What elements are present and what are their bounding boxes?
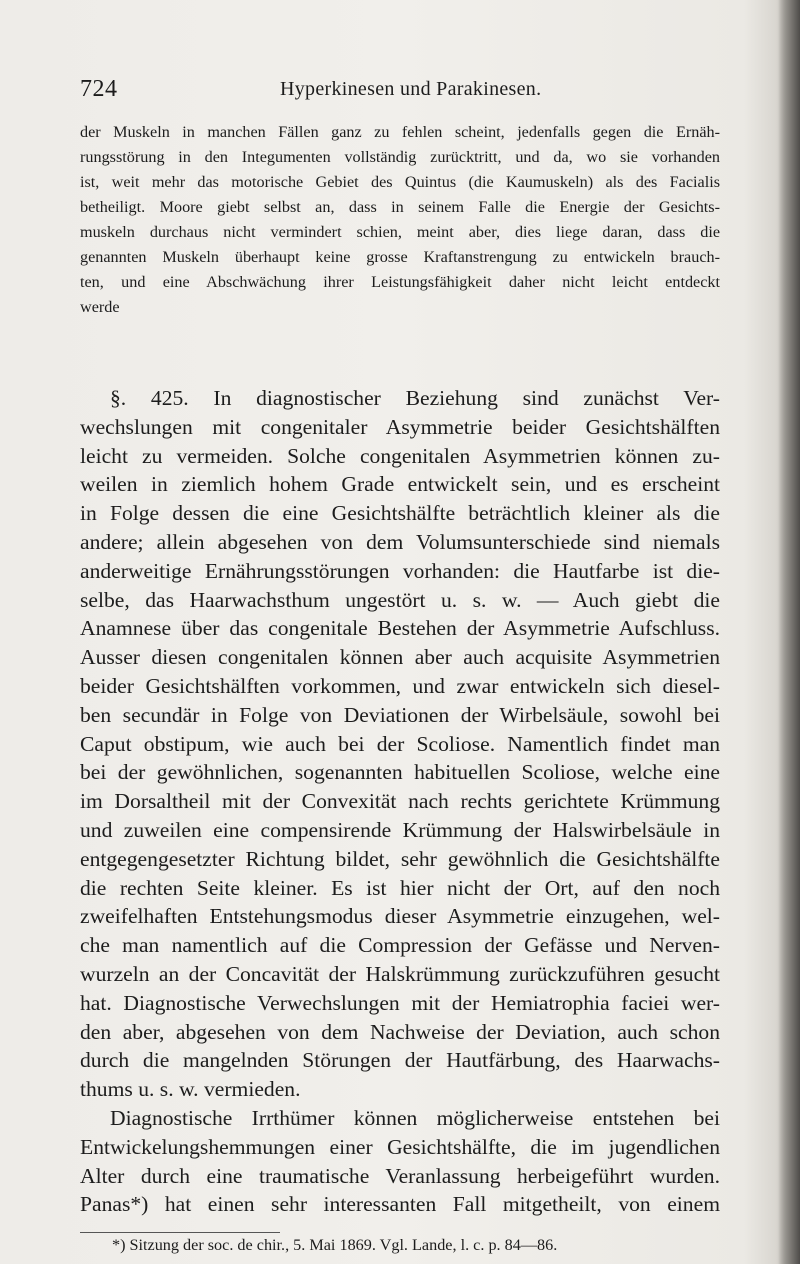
text-line: thums u. s. w. vermieden. xyxy=(80,1077,301,1102)
footnote-rule xyxy=(80,1232,280,1233)
text-line: selbe, das Haarwachsthum ungestört u. s. w. — Auch giebt die xyxy=(80,587,720,612)
page-number: 724 xyxy=(80,76,118,102)
page-edge-shadow xyxy=(778,0,800,1264)
text-line: genannten Muskeln überhaupt keine grosse Kraftanstrengung zu entwickeln brauch- xyxy=(80,248,720,266)
text-line: leicht zu vermeiden. Solche congenitalen Asymmetrien können zu- xyxy=(80,443,720,468)
text-line: entgegengesetzter Richtung bildet, sehr gewöhnlich die Gesichtshälfte xyxy=(80,846,720,871)
text-line: der Muskeln in manchen Fällen ganz zu fehlen scheint, jedenfalls gegen die Ernäh- xyxy=(80,123,720,141)
section-heading-line: §. 425. In diagnostischer Beziehung sind zunächst Ver- xyxy=(110,386,720,410)
footnote: *) Sitzung der soc. de chir., 5. Mai 1869. Vgl. Lande, l. c. p. 84—86. xyxy=(112,1236,558,1254)
text-line: Alter durch eine traumatische Veranlassung herbeigeführt wurden. xyxy=(80,1163,720,1188)
text-line: bei der gewöhnlichen, sogenannten habituellen Scoliose, welche eine xyxy=(80,760,720,785)
text-line: Panas*) hat einen sehr interessanten Fall mitgetheilt, von einem xyxy=(80,1192,720,1217)
text-line: durch die mangelnden Störungen der Hautfärbung, des Haarwachs- xyxy=(80,1048,720,1073)
small-print-paragraph xyxy=(80,120,720,320)
main-text xyxy=(80,384,720,1219)
text-line: anderweitige Ernährungsstörungen vorhanden: die Hautfarbe ist die- xyxy=(80,558,720,583)
text-line: beider Gesichtshälften vorkommen, und zwar entwickeln sich diesel- xyxy=(80,673,720,698)
text-line: hat. Diagnostische Verwechslungen mit der Hemiatrophia faciei wer- xyxy=(80,990,720,1015)
text-line: rungsstörung in den Integumenten vollständig zurücktritt, und da, wo sie vorhanden xyxy=(80,148,720,166)
text-line: Diagnostische Irrthümer können möglicherweise entstehen bei xyxy=(110,1105,720,1130)
text-line: Entwickelungshemmungen einer Gesichtshälfte, die im jugendlichen xyxy=(80,1134,720,1159)
text-line: im Dorsaltheil mit der Convexität nach rechts gerichtete Krümmung xyxy=(80,789,720,814)
text-line: che man namentlich auf die Compression der Gefässe und Nerven- xyxy=(80,933,720,958)
text-line: wechslungen mit congenitaler Asymmetrie beider Gesichtshälften xyxy=(80,414,720,439)
text-line: die rechten Seite kleiner. Es ist hier nicht der Ort, auf den noch xyxy=(80,875,720,900)
text-line: betheiligt. Moore giebt selbst an, dass in seinem Falle die Energie der Gesichts- xyxy=(80,198,720,216)
text-line: ist, weit mehr das motorische Gebiet des Quintus (die Kaumuskeln) als des Facialis xyxy=(80,173,720,191)
text-line: und zuweilen eine compensirende Krümmung der Halswirbelsäule in xyxy=(80,817,720,842)
running-title: Hyperkinesen und Parakinesen. xyxy=(280,78,542,100)
running-head xyxy=(80,72,720,104)
text-line: Caput obstipum, wie auch bei der Scoliose. Namentlich findet man xyxy=(80,731,720,756)
text-line: in Folge dessen die eine Gesichtshälfte beträchtlich kleiner als die xyxy=(80,501,720,526)
text-line: Anamnese über das congenitale Bestehen der Asymmetrie Aufschluss. xyxy=(80,616,720,641)
text-line: zweifelhaften Entstehungsmodus dieser Asymmetrie einzugehen, wel- xyxy=(80,904,720,929)
text-line: ten, und eine Abschwächung ihrer Leistungsfähigkeit daher nicht leicht entdeckt xyxy=(80,273,720,291)
text-line: den aber, abgesehen von dem Nachweise der Deviation, auch schon xyxy=(80,1019,720,1044)
text-line: Ausser diesen congenitalen können aber auch acquisite Asymmetrien xyxy=(80,645,720,670)
text-line: werde xyxy=(80,298,120,316)
text-line: andere; allein abgesehen von dem Volumsunterschiede sind niemals xyxy=(80,529,720,554)
text-line: wurzeln an der Concavität der Halskrümmung zurückzuführen gesucht xyxy=(80,961,720,986)
text-line: muskeln durchaus nicht vermindert schien, meint aber, dies liege daran, dass die xyxy=(80,223,720,241)
text-line: ben secundär in Folge von Deviationen der Wirbelsäule, sowohl bei xyxy=(80,702,720,727)
text-line: weilen in ziemlich hohem Grade entwickelt sein, und es erscheint xyxy=(80,472,720,497)
